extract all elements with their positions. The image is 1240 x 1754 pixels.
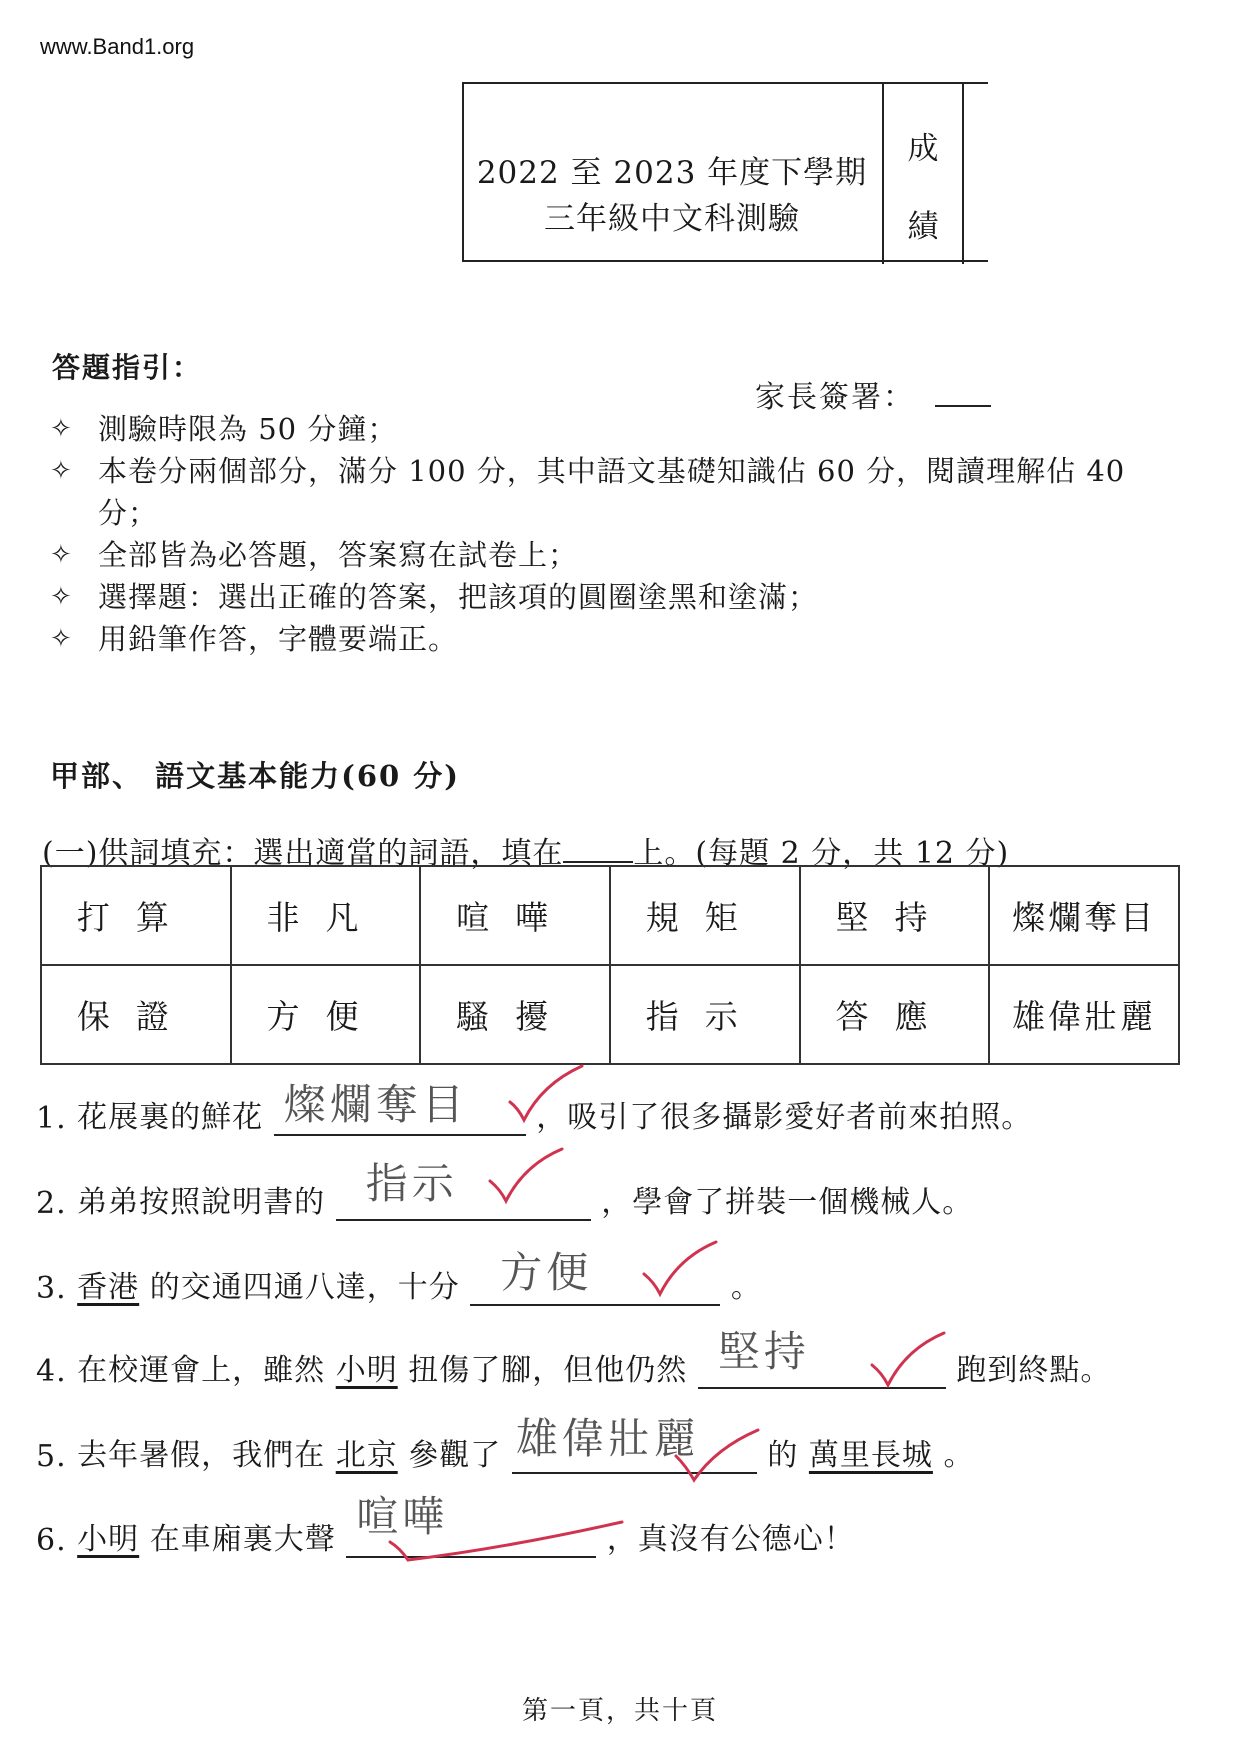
question-text: 的交通四通八達，十分 <box>149 1270 460 1305</box>
page-footer: 第一頁，共十頁 <box>521 1696 718 1726</box>
check-mark-icon <box>868 1331 948 1391</box>
parent-signature-line[interactable] <box>935 405 991 407</box>
proper-noun: 萬里長城 <box>808 1438 933 1473</box>
answer-field[interactable] <box>336 1159 591 1221</box>
instruction-item: ✧ 本卷分兩個部分，滿分 100 分，其中語文基礎知識佔 60 分，閱讀理解佔 40 分； <box>50 450 1190 534</box>
question-text: 參觀了 <box>408 1438 502 1473</box>
part-a-heading: 甲部、 語文基本能力(60 分) <box>50 759 460 793</box>
section-1-heading: (一)供詞填充：選出適當的詞語，填在 上。(每題 2 分，共 12 分) <box>42 836 1010 871</box>
word-bank-cell: 保證 <box>41 965 231 1064</box>
question-number: 4. <box>36 1354 67 1389</box>
question-text: ，真沒有公德心！ <box>606 1522 855 1557</box>
check-mark-icon <box>672 1426 762 1486</box>
question-number: 1. <box>36 1101 67 1136</box>
star-bullet-icon: ✧ <box>50 624 73 654</box>
question-number: 3. <box>36 1271 67 1306</box>
word-bank-cell: 答應 <box>800 965 990 1064</box>
word-bank-cell: 燦爛奪目 <box>989 866 1179 965</box>
handwritten-answer: 雄偉壯麗 <box>515 1414 700 1463</box>
answer-field[interactable] <box>470 1248 720 1306</box>
word-bank-cell: 指示 <box>610 965 800 1064</box>
instruction-item: ✧ 全部皆為必答題，答案寫在試卷上； <box>50 534 1190 576</box>
question-text: 。 <box>730 1270 762 1305</box>
score-label-char1: 成 <box>907 131 939 167</box>
word-bank-cell: 方便 <box>231 965 421 1064</box>
exam-title-line1: 2022 至 2023 年度下學期 <box>476 155 868 191</box>
question-6 <box>36 1492 855 1572</box>
star-bullet-icon: ✧ <box>50 540 73 570</box>
word-bank-cell: 非凡 <box>231 866 421 965</box>
question-text: 花展裏的鮮花 <box>77 1100 264 1135</box>
handwritten-answer: 喧嘩 <box>356 1492 449 1541</box>
instruction-item: ✧ 測驗時限為 50 分鐘； <box>50 408 1190 450</box>
score-label-char2: 績 <box>907 209 939 245</box>
question-text: 在校運會上，雖然 <box>77 1353 326 1388</box>
answer-field[interactable] <box>512 1414 757 1474</box>
handwritten-answer: 指示 <box>365 1159 458 1208</box>
instruction-item: ✧ 用鉛筆作答，字體要端正。 <box>50 618 1190 660</box>
question-text: 在車廂裏大聲 <box>149 1522 336 1557</box>
instructions-list <box>50 408 1190 660</box>
score-label <box>886 110 960 266</box>
proper-noun: 小明 <box>335 1353 398 1388</box>
instruction-item: ✧ 選擇題：選出正確的答案，把該項的圓圈塗黑和塗滿； <box>50 576 1190 618</box>
question-2 <box>36 1159 974 1235</box>
exam-title-line2: 三年級中文科測驗 <box>544 201 800 237</box>
exam-title <box>462 150 882 242</box>
star-bullet-icon: ✧ <box>50 456 73 486</box>
parent-signature-label: 家長簽署： <box>755 380 915 415</box>
proper-noun: 北京 <box>335 1438 398 1473</box>
word-bank-cell: 雄偉壯麗 <box>989 965 1179 1064</box>
question-number: 2. <box>36 1186 67 1221</box>
word-bank-table <box>40 865 1180 1065</box>
word-bank-cell: 打算 <box>41 866 231 965</box>
word-bank-row <box>41 866 1179 965</box>
question-number: 6. <box>36 1523 67 1558</box>
question-1 <box>36 1080 1033 1150</box>
word-bank-cell: 規矩 <box>610 866 800 965</box>
check-mark-icon <box>506 1064 586 1124</box>
question-text: 扭傷了腳，但他仍然 <box>408 1353 688 1388</box>
instructions-heading: 答題指引： <box>52 351 203 384</box>
word-bank-cell: 騷擾 <box>420 965 610 1064</box>
question-text: 去年暑假，我們在 <box>77 1438 326 1473</box>
proper-noun: 香港 <box>77 1270 140 1305</box>
question-text: 跑到終點。 <box>956 1353 1112 1388</box>
question-text: 。 <box>943 1438 975 1473</box>
question-text: 的 <box>767 1438 799 1473</box>
question-number: 5. <box>36 1439 67 1474</box>
word-bank-row <box>41 965 1179 1064</box>
check-mark-icon <box>486 1147 566 1207</box>
question-text: ，學會了拼裝一個機械人。 <box>601 1185 974 1220</box>
question-4 <box>36 1327 1112 1403</box>
answer-field[interactable] <box>698 1327 946 1389</box>
check-mark-icon <box>640 1240 720 1300</box>
source-url: www.Band1.org <box>40 34 195 59</box>
handwritten-answer: 堅持 <box>717 1327 810 1376</box>
word-bank-cell: 堅持 <box>800 866 990 965</box>
handwritten-answer: 方便 <box>500 1248 593 1297</box>
question-5 <box>36 1414 975 1488</box>
handwritten-answer: 燦爛奪目 <box>283 1080 468 1129</box>
blank-example-line <box>563 839 633 863</box>
star-bullet-icon: ✧ <box>50 414 73 444</box>
title-box-divider <box>882 84 884 264</box>
answer-field[interactable] <box>346 1492 596 1558</box>
question-text: ，吸引了很多攝影愛好者前來拍照。 <box>536 1100 1033 1135</box>
proper-noun: 小明 <box>77 1522 140 1557</box>
answer-field[interactable] <box>274 1080 526 1136</box>
score-box-divider <box>962 84 964 264</box>
word-bank-cell: 喧嘩 <box>420 866 610 965</box>
star-bullet-icon: ✧ <box>50 582 73 612</box>
check-mark-icon <box>386 1518 626 1578</box>
question-text: 弟弟按照說明書的 <box>77 1185 326 1220</box>
question-3 <box>36 1248 762 1320</box>
